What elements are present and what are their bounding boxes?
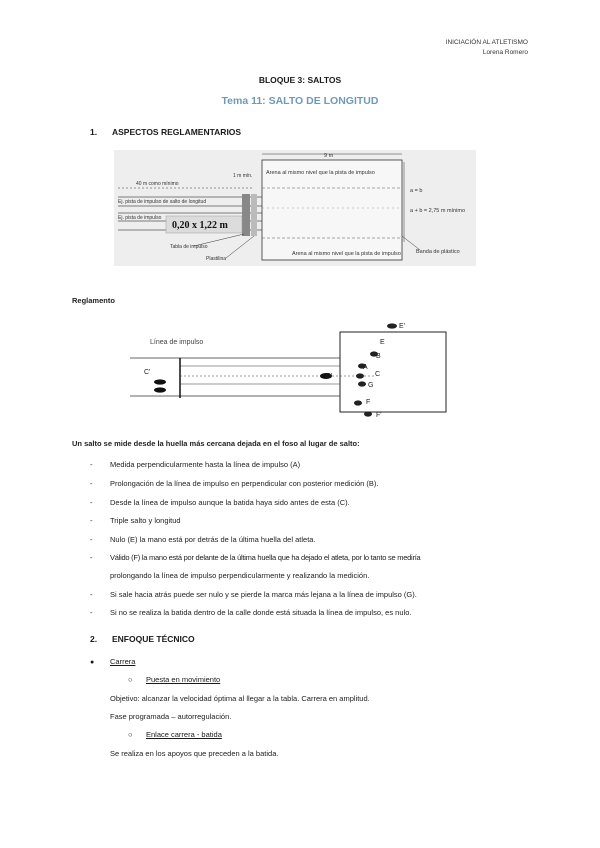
min-distance-label: 1 m mín. [233, 173, 253, 179]
footprint-mark [358, 381, 366, 386]
ab-min-label: a + b = 2,75 m mínimo [410, 208, 466, 214]
label-C1: C' [144, 369, 151, 376]
label-E1: E' [399, 323, 406, 330]
plasticine-label: Plastilina [206, 256, 227, 262]
rule-item: - Si no se realiza la batida dentro de la calle donde está situada la línea de impulso, es nulo. [90, 608, 412, 617]
section-2-number: 2. [90, 634, 98, 644]
rule-item: - Prolongación de la línea de impulso en perpendicular con posterior medición (B). [90, 479, 379, 488]
runway-example-2: Ej. pista de impulso [118, 215, 162, 221]
label-B: B [376, 353, 381, 360]
puesta-label: Puesta en movimiento [146, 675, 221, 684]
takeoff-line-label: Línea de impulso [150, 339, 204, 346]
rules-heading: Reglamento [72, 296, 115, 305]
rule-item-continuation: prolongando la línea de impulso perpendicularmente y realizando la medición. [110, 571, 370, 580]
phase-text: Fase programada – autorregulación. [110, 712, 232, 721]
plastic-band-label: Banda de plástico [416, 249, 460, 255]
rule-item: - Desde la línea de impulso aunque la batida haya sido antes de esta (C). [90, 498, 350, 507]
ab-equal-label: a = b [410, 188, 423, 194]
label-E: E [380, 339, 385, 346]
footprint-mark [387, 323, 397, 328]
list-item-enlace [128, 730, 222, 739]
label-G: G [368, 382, 374, 389]
runway-example-1: Ej. pista de impulso de salto de longitud [118, 199, 207, 205]
course-title: INICIACIÓN AL ATLETISMO [445, 39, 528, 46]
footprint-mark [154, 379, 166, 384]
doc-header [446, 38, 528, 58]
carrera-label: Carrera [110, 657, 136, 666]
footprint-mark [356, 373, 364, 378]
label-F: F [366, 399, 371, 406]
label-C: C [375, 371, 381, 378]
measurement-rules-figure [130, 318, 450, 420]
list-item-puesta [128, 675, 220, 684]
section-1-number: 1. [90, 127, 98, 137]
block-title: BLOQUE 3: SALTOS [258, 75, 342, 85]
rule-item: - Si sale hacia atrás puede ser nulo y se pierde la marca más lejana a la línea de impulso (G). [90, 590, 417, 599]
footprint-mark [364, 411, 372, 416]
section-1-heading [90, 127, 241, 137]
figure-background [130, 318, 450, 420]
runway-pit-figure [114, 150, 476, 266]
rules-intro: Un salto se mide desde la huella más cercana dejada en el foso al lugar de salto: [72, 439, 360, 448]
sand-level-top: Arena al mismo nivel que la pista de impulso [266, 170, 375, 176]
board-dims-label: 0,20 x 1,22 m [172, 220, 228, 231]
label-A: A [363, 364, 368, 371]
enlace-label: Enlace carrera - batida [146, 730, 222, 739]
author-name: Lorena Romero [482, 49, 528, 56]
label-D1: D' [326, 373, 333, 380]
label-F1: F' [376, 412, 382, 419]
topic-title: Tema 11: SALTO DE LONGITUD [221, 95, 379, 107]
apoyos-text: Se realiza en los apoyos que preceden a la batida. [110, 749, 279, 758]
plasticine-strip [251, 194, 257, 236]
bullet-dot-icon: ● [90, 659, 95, 666]
section-2-heading [90, 634, 195, 644]
section-1-title: ASPECTOS REGLAMENTARIOS [112, 127, 242, 137]
bullet-circle-icon: ○ [128, 675, 133, 684]
takeoff-board [242, 194, 250, 236]
section-2-title: ENFOQUE TÉCNICO [112, 634, 195, 644]
takeoff-board-label: Tabla de impulso [170, 244, 208, 250]
rule-item: - Triple salto y longitud [90, 516, 181, 525]
objective-text: Objetivo: alcanzar la velocidad óptima al llegar a la tabla. Carrera en amplitud. [110, 694, 370, 703]
bullet-circle-icon: ○ [128, 730, 133, 739]
pit-length-label: 9 m [324, 153, 334, 159]
runway-length-label: 40 m como mínimo [136, 181, 179, 187]
rule-item: - Nulo (E) la mano está por detrás de la última huella del atleta. [90, 535, 316, 544]
rule-item: - Medida perpendicularmente hasta la línea de impulso (A) [90, 460, 301, 469]
list-item-carrera [90, 657, 135, 666]
footprint-mark [354, 400, 362, 405]
footprint-mark [154, 387, 166, 392]
rule-item: - Válido (F) la mano está por delante de la última huella que ha dejado el atleta, por lo tanto se mediría [90, 553, 421, 562]
sand-level-bottom: Arena al mismo nivel que la pista de impulso [292, 251, 401, 257]
